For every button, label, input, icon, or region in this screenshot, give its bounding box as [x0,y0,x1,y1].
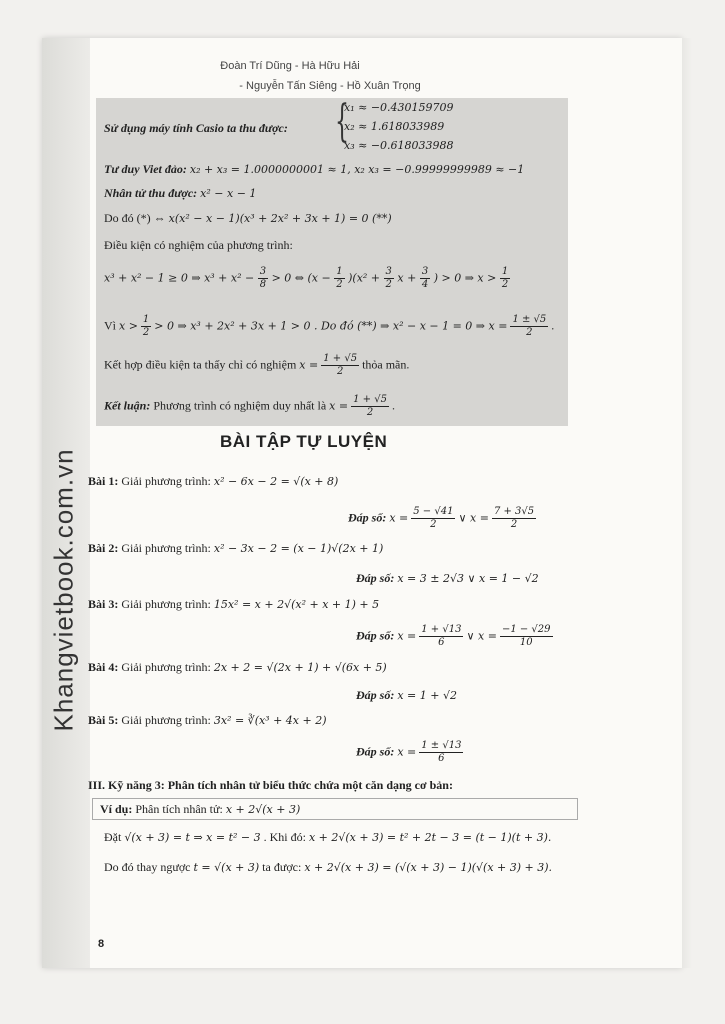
frac-num: 1 [501,266,509,277]
combine-text: Kết hợp điều kiện ta thấy chỉ có nghiệm [104,357,297,372]
page-edge-shadow [682,38,692,968]
answer-or: ∨ x = [466,629,497,643]
frac-num: 3 [385,266,392,277]
answer-label: Đáp số: [348,510,387,525]
condition-expression [104,266,510,291]
answer-3-frac-a [419,624,463,649]
exercises-title: BÀI TẬP TỰ LUYỆN [220,432,388,451]
exercise-label: Bài 3: [88,597,119,611]
answer-x: x = [389,511,409,525]
frac-num: 3 [259,266,267,277]
exercise-label: Bài 5: [88,713,119,727]
step1-expression: √(x + 3) = t ⇒ x = t² − 3 [124,831,261,844]
authors-line-2: - Nguyễn Tấn Siêng - Hồ Xuân Trọng [239,80,421,92]
answer-1 [348,506,536,531]
frac-num: 1 + √5 [323,353,358,364]
frac-num: −1 − √29 [501,624,551,635]
exercise-text: Giải phương trình: [121,597,211,611]
answer-1-frac-b [492,506,536,531]
combine-line [104,353,409,378]
exercise-1 [88,474,338,489]
frac-den: 6 [438,753,445,764]
authors-line-1: Đoàn Trí Dũng - Hà Hữu Hải [220,60,360,72]
exercise-label: Bài 1: [88,474,119,488]
step2-expression: t = √(x + 3) [193,861,260,874]
step-2 [104,860,552,875]
page-number: 8 [98,938,105,950]
example-line [100,802,300,817]
frac-den: 2 [501,279,509,290]
fraction-root-pm [510,314,548,339]
frac-num: 1 + √5 [353,394,387,405]
answer-expression: x = 3 ± 2√3 ∨ x = 1 − √2 [397,572,539,585]
answer-label: Đáp số: [356,688,395,702]
example-text: Phân tích nhân tử: [135,802,223,816]
frac-num: 1 [142,314,150,325]
answer-x: x = [397,745,417,759]
exercise-4 [88,660,387,675]
conclusion-label: Kết luận: [104,398,151,413]
fraction-3-2 [384,266,394,291]
exercise-text: Giải phương trình: [121,541,211,555]
exercise-expression: 2x + 2 = √(2x + 1) + √(6x + 5) [213,661,387,674]
step2-prefix: Do đó thay ngược [104,860,191,874]
example-expression: x + 2√(x + 3) [225,803,301,816]
step1-prefix: Đặt [104,830,122,844]
condition-text: Điều kiện có nghiệm của phương trình: [104,238,293,252]
answer-label: Đáp số: [356,628,395,643]
frac-num: 7 + 3√5 [493,506,535,517]
frac-den: 10 [519,637,533,648]
frac-num: 5 − √41 [413,506,454,517]
condition-part-d: x + [397,271,417,285]
exercise-text: Giải phương trình: [121,474,211,488]
do-do-line [104,211,392,226]
answer-label: Đáp số: [356,571,395,585]
viet-label: Tư duy Viet đảo: [104,162,187,176]
step2-mid: ta được: [262,860,302,874]
frac-den: 4 [421,279,429,290]
frac-den: 6 [438,637,445,648]
viet-expression: x₂ + x₃ = 1.0000000001 ≈ 1, x₂ x₃ = −0.99999999989 ≈ −1 [189,163,525,176]
frac-den: 2 [385,279,392,290]
frac-den: 2 [336,366,344,377]
fraction-1-2b [500,266,510,291]
answer-expression: x = 1 + √2 [397,689,457,702]
exercise-expression: x² − 3x − 2 = (x − 1)√(2x + 1) [213,542,384,555]
exercise-expression: x² − 6x − 2 = √(x + 8) [213,475,339,488]
frac-num: 1 [336,266,343,277]
skill-heading: III. Kỹ năng 3: Phân tích nhân tử biểu thức chứa một căn dạng cơ bản: [88,778,453,792]
answer-3 [356,624,553,649]
conclusion-line: Kết luận: Phương trình có nghiệm duy nhất là x = $\frac{1 + √5}{2}$ . [104,394,395,418]
condition-part-b: > 0 ⇔ (x − [271,271,331,285]
exercise-label: Bài 4: [88,660,119,674]
answer-5 [356,740,463,765]
watermark: Khangvietbook.com.vn [48,448,79,732]
step1-expression-2: x + 2√(x + 3) = t² + 2t − 3 = (t − 1)(t + 3). [308,831,552,844]
answer-3-frac-b [500,624,553,649]
exercise-expression: 15x² = x + 2√(x² + x + 1) + 5 [213,598,380,611]
frac-num: 1 + √13 [421,624,462,635]
frac-den: 2 [526,327,533,338]
frac-den: 8 [259,279,267,290]
fraction-3-4 [420,266,430,291]
frac-den: 2 [430,519,437,530]
exercise-text: Giải phương trình: [121,660,211,674]
answer-label: Đáp số: [356,744,395,759]
exercise-expression: 3x² = ∛(x³ + 4x + 2) [213,714,327,727]
exercise-text: Giải phương trình: [121,713,211,727]
conclusion-x: x = [329,399,349,413]
fraction-root-plus [321,353,359,378]
system-brace: { [335,96,349,147]
frac-den: 2 [142,327,150,338]
combine-tail: thỏa mãn. [362,357,410,372]
answer-2 [356,571,539,586]
frac-den: 2 [366,407,374,418]
factor-line [104,186,256,201]
fraction-1-2 [334,266,344,291]
answer-or: ∨ x = [458,511,489,525]
vi-part-a: x > [119,319,138,333]
viet-line [104,162,524,177]
vi-prefix: Vì [104,318,116,333]
answer-4 [356,688,457,703]
fraction-3-8 [258,266,268,291]
exercise-2 [88,541,383,556]
fraction-1-2c [141,314,151,339]
conclusion-text: Phương trình có nghiệm duy nhất là [153,398,327,413]
frac-num: 3 [421,266,429,277]
condition-part-c: )(x² + [348,271,381,285]
vi-line: Vì x > $\frac{1}{2}$ > 0 ⇒ x³ + 2x² + 3x + 1 > 0 . Do đó (**) ⇒ x² − x − 1 = 0 ⇒ x = $\frac{1 \pm √5}{2}$ . [104,314,555,338]
frac-num: 1 ± √13 [421,740,462,751]
exercise-5 [88,713,327,728]
answer-1-frac-a [411,506,455,531]
do-do-prefix: Do đó (*) ⇔ [104,211,166,225]
combine-x: x = [299,358,319,372]
factor-label: Nhân tử thu được: [104,186,198,200]
exercise-label: Bài 2: [88,541,119,555]
condition-part-e: ) > 0 ⇒ x > [433,271,497,285]
root-1: x₁ ≈ −0.430159709 [344,101,454,114]
step-1 [104,830,551,845]
fraction-root-plus-b [351,394,389,419]
exercise-3 [88,597,379,612]
step2-expression-2: x + 2√(x + 3) = (√(x + 3) − 1)(√(x + 3) + 3). [304,861,553,874]
answer-x: x = [397,629,417,643]
frac-den: 2 [336,279,343,290]
frac-num: 1 ± √5 [512,314,547,325]
root-3: x₃ ≈ −0.618033988 [344,139,454,152]
condition-part-a: x³ + x² − 1 ≥ 0 ⇒ x³ + x² − [104,271,255,285]
step1-mid: . Khi đó: [263,830,306,844]
factor-expression: x² − x − 1 [200,187,257,200]
vi-part-b: > 0 ⇒ x³ + 2x² + 3x + 1 > 0 . Do đó (**) ⇒ x² − x − 1 = 0 ⇒ x = [154,319,508,333]
example-label: Ví dụ: [100,802,133,816]
do-do-expression: x(x² − x − 1)(x³ + 2x² + 3x + 1) = 0 (**) [168,212,392,225]
answer-5-frac [419,740,463,765]
casio-label: Sử dụng máy tính Casio ta thu được: [104,121,288,135]
frac-den: 2 [510,519,518,530]
root-2: x₂ ≈ 1.618033989 [344,120,445,133]
